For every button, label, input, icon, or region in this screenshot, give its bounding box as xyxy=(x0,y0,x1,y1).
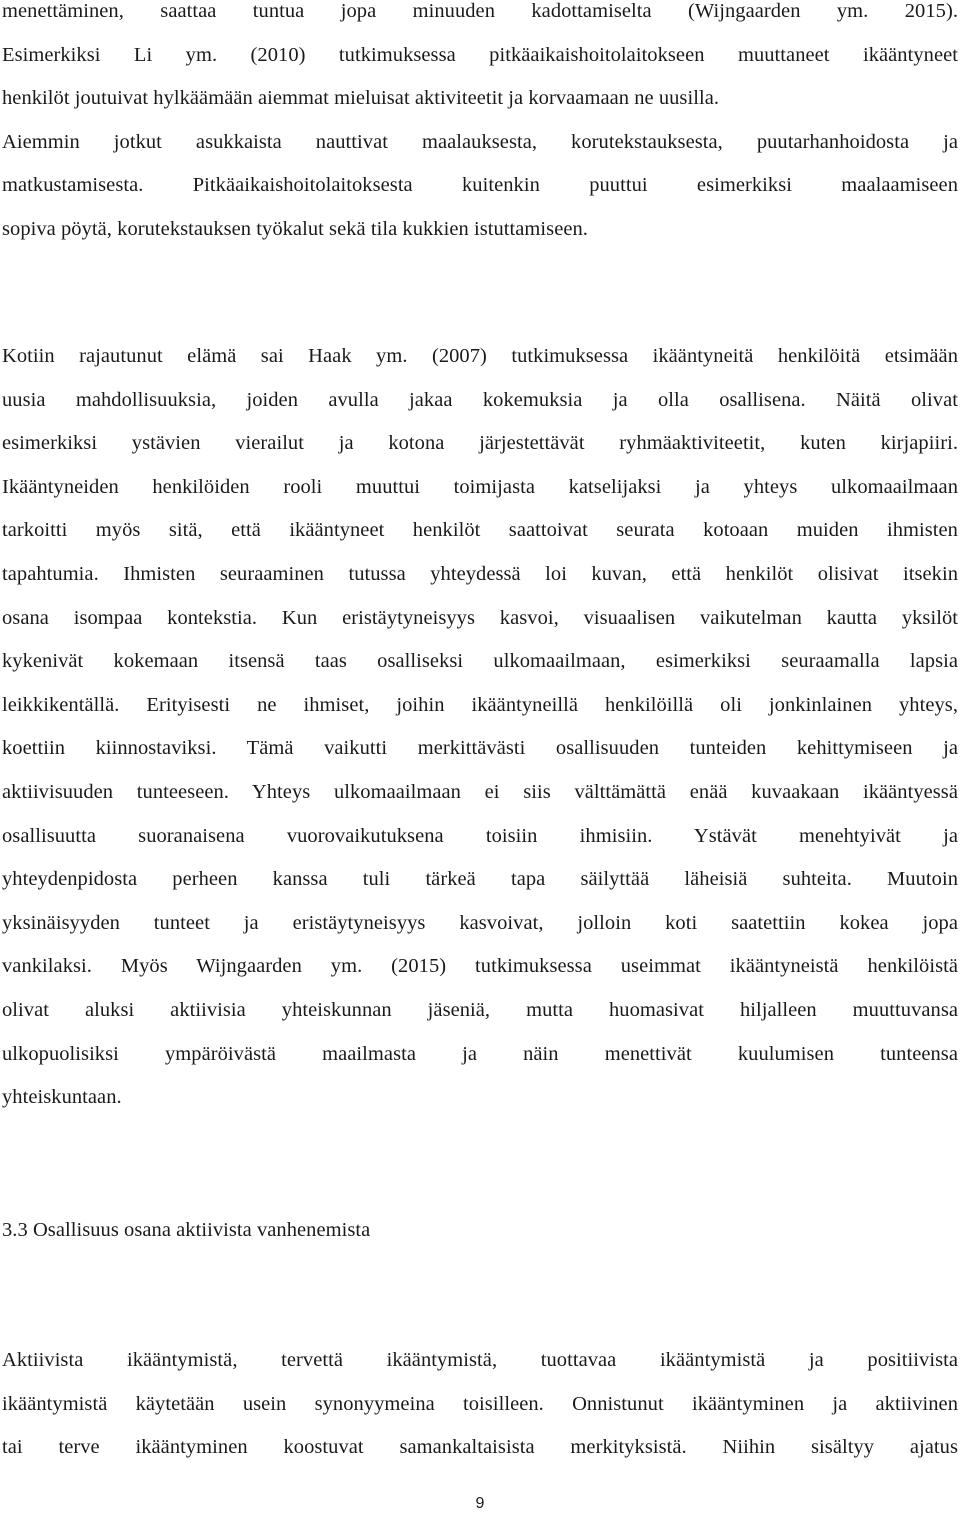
paragraph-line: Esimerkiksi Li ym. (2010) tutkimuksessa pitkäaikaishoitolaitokseen muuttaneet ikääntyneet xyxy=(2,43,958,66)
paragraph-3 xyxy=(2,1339,958,1470)
paragraph-line: ikääntymistä käytetään usein synonyymeina toisilleen. Onnistunut ikääntyminen ja aktiivinen xyxy=(2,1392,958,1415)
paragraph-line: yhteiskuntaan. xyxy=(2,1086,122,1109)
paragraph-line: henkilöt joutuivat hylkäämään aiemmat mieluisat aktiviteetit ja korvaamaan ne uusilla. xyxy=(2,87,720,110)
paragraph-line: tapahtumia. Ihmisten seuraaminen tutussa yhteydessä loi kuvan, että henkilöt olisivat itsekin xyxy=(2,562,958,585)
paragraph-line: Aktiivista ikääntymistä, tervettä ikääntymistä, tuottavaa ikääntymistä ja positiivista xyxy=(2,1349,958,1371)
paragraph-line: Aiemmin jotkut asukkaista nauttivat maalauksesta, korutekstauksesta, puutarhanhoidosta ja xyxy=(2,130,958,153)
paragraph-line: Ikääntyneiden henkilöiden rooli muuttui toimijasta katselijaksi ja yhteys ulkomaailmaan xyxy=(2,475,958,498)
paragraph-line: vankilaksi. Myös Wijngaarden ym. (2015) tutkimuksessa useimmat ikääntyneistä henkilöistä xyxy=(2,955,958,978)
paragraph-line: leikkikentällä. Erityisesti ne ihmiset, joihin ikääntyneillä henkilöillä oli jonkinlainen yhteys, xyxy=(2,693,958,716)
paragraph-line: matkustamisesta. Pitkäaikaishoitolaitoksesta kuitenkin puuttui esimerkiksi maalaamiseen xyxy=(2,174,958,197)
paragraph-1 xyxy=(2,0,958,252)
paragraph-line: tai terve ikääntyminen koostuvat samankaltaisista merkityksistä. Niihin sisältyy ajatus xyxy=(2,1436,958,1459)
paragraph-line: esimerkiksi ystävien vierailut ja kotona järjestettävät ryhmäaktiviteetit, kuten kirjapiiri. xyxy=(2,432,958,455)
paragraph-line: yhteydenpidosta perheen kanssa tuli tärkeä tapa säilyttää läheisiä suhteita. Muutoin xyxy=(2,868,958,891)
paragraph-line: uusia mahdollisuuksia, joiden avulla jakaa kokemuksia ja olla osallisena. Näitä olivat xyxy=(2,388,958,411)
paragraph-line: yksinäisyyden tunteet ja eristäytyneisyys kasvoivat, jolloin koti saatettiin kokea jopa xyxy=(2,911,958,934)
paragraph-line: koettiin kiinnostaviksi. Tämä vaikutti merkittävästi osallisuuden tunteiden kehittymiseen ja xyxy=(2,737,958,760)
paragraph-line: osallisuutta suoranaisena vuorovaikutuksena toisiin ihmisiin. Ystävät menehtyivät ja xyxy=(2,824,958,847)
paragraph-line: aktiivisuuden tunteeseen. Yhteys ulkomaailmaan ei siis välttämättä enää kuvaakaan ikääntyessä xyxy=(2,780,958,803)
paragraph-line: kykenivät kokemaan itsensä taas osalliseksi ulkomaailmaan, esimerkiksi seuraamalla lapsia xyxy=(2,650,958,673)
paragraph-line: osana isompaa kontekstia. Kun eristäytyneisyys kasvoi, visuaalisen vaikutelman kautta yksilöt xyxy=(2,606,958,629)
paragraph-2 xyxy=(2,335,958,1120)
paragraph-line: menettäminen, saattaa tuntua jopa minuuden kadottamiselta (Wijngaarden ym. 2015). xyxy=(2,0,958,22)
paragraph-line: olivat aluksi aktiivisia yhteiskunnan jäseniä, mutta huomasivat hiljalleen muuttuvansa xyxy=(2,998,958,1021)
paragraph-line: sopiva pöytä, korutekstauksen työkalut sekä tila kukkien istuttamiseen. xyxy=(2,217,588,240)
paragraph-line: tarkoitti myös sitä, että ikääntyneet henkilöt saattoivat seurata kotoaan muiden ihmisten xyxy=(2,519,958,542)
section-heading: 3.3 Osallisuus osana aktiivista vanhenemista xyxy=(2,1219,371,1241)
paragraph-line: ulkopuolisiksi ympäröivästä maailmasta ja näin menettivät kuulumisen tunteensa xyxy=(2,1042,958,1065)
paragraph-line: Kotiin rajautunut elämä sai Haak ym. (2007) tutkimuksessa ikääntyneitä henkilöitä etsimään xyxy=(2,345,958,367)
page-number: 9 xyxy=(475,1495,485,1512)
